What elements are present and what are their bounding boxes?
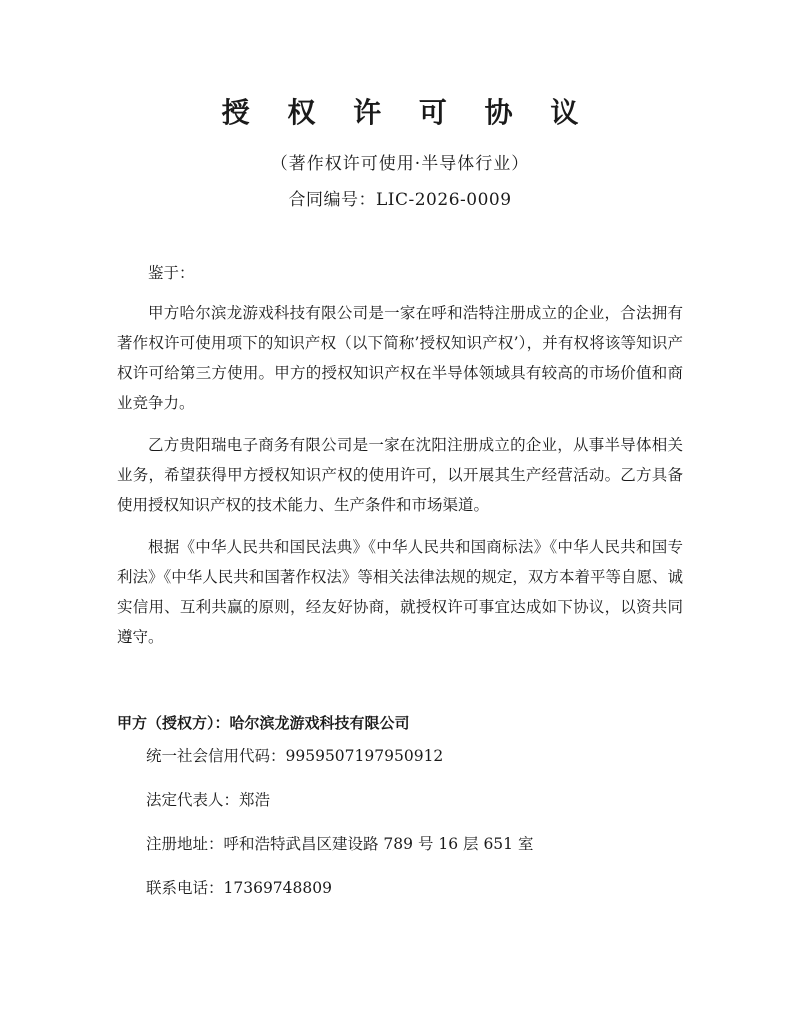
party-a-heading: 甲方（授权方）：哈尔滨龙游戏科技有限公司	[117, 714, 410, 732]
party-a-credit-code: 统一社会信用代码：9959507197950912	[146, 747, 444, 765]
party-a-legal-representative: 法定代表人：郑浩	[146, 791, 271, 809]
recitals-lead: 鉴于：	[148, 264, 195, 282]
document-title: 授 权 许 可 协 议	[221, 96, 593, 129]
recital-paragraph-party-a: 甲方哈尔滨龙游戏科技有限公司是一家在呼和浩特注册成立的企业，合法拥有著作权许可使用项下的知识产权（以下简称’授权知识产权’），并有权将该等知识产权许可给第三方使用。甲方的授权知识产权在半导体领域具有较高的市场价值和商业竞争力。	[117, 304, 683, 412]
party-a-section	[117, 708, 683, 920]
party-a-address: 注册地址：呼和浩特武昌区建设路 789 号 16 层 651 室	[146, 835, 534, 853]
party-a-phone: 联系电话：17369748809	[146, 879, 332, 897]
contract-number: 合同编号：LIC-2026-0009	[288, 190, 512, 210]
document-subtitle: （著作权许可使用·半导体行业）	[270, 154, 530, 174]
recitals-section	[117, 258, 683, 664]
recital-paragraph-legal-basis: 根据《中华人民共和国民法典》《中华人民共和国商标法》《中华人民共和国专利法》《中华人民共和国著作权法》等相关法律法规的规定，双方本着平等自愿、诚实信用、互利共赢的原则，经友好协商，就授权许可事宜达成如下协议，以资共同遵守。	[117, 538, 683, 646]
recital-paragraph-party-b: 乙方贵阳瑞电子商务有限公司是一家在沈阳注册成立的企业，从事半导体相关业务，希望获得甲方授权知识产权的使用许可，以开展其生产经营活动。乙方具备使用授权知识产权的技术能力、生产条件和市场渠道。	[117, 436, 683, 514]
